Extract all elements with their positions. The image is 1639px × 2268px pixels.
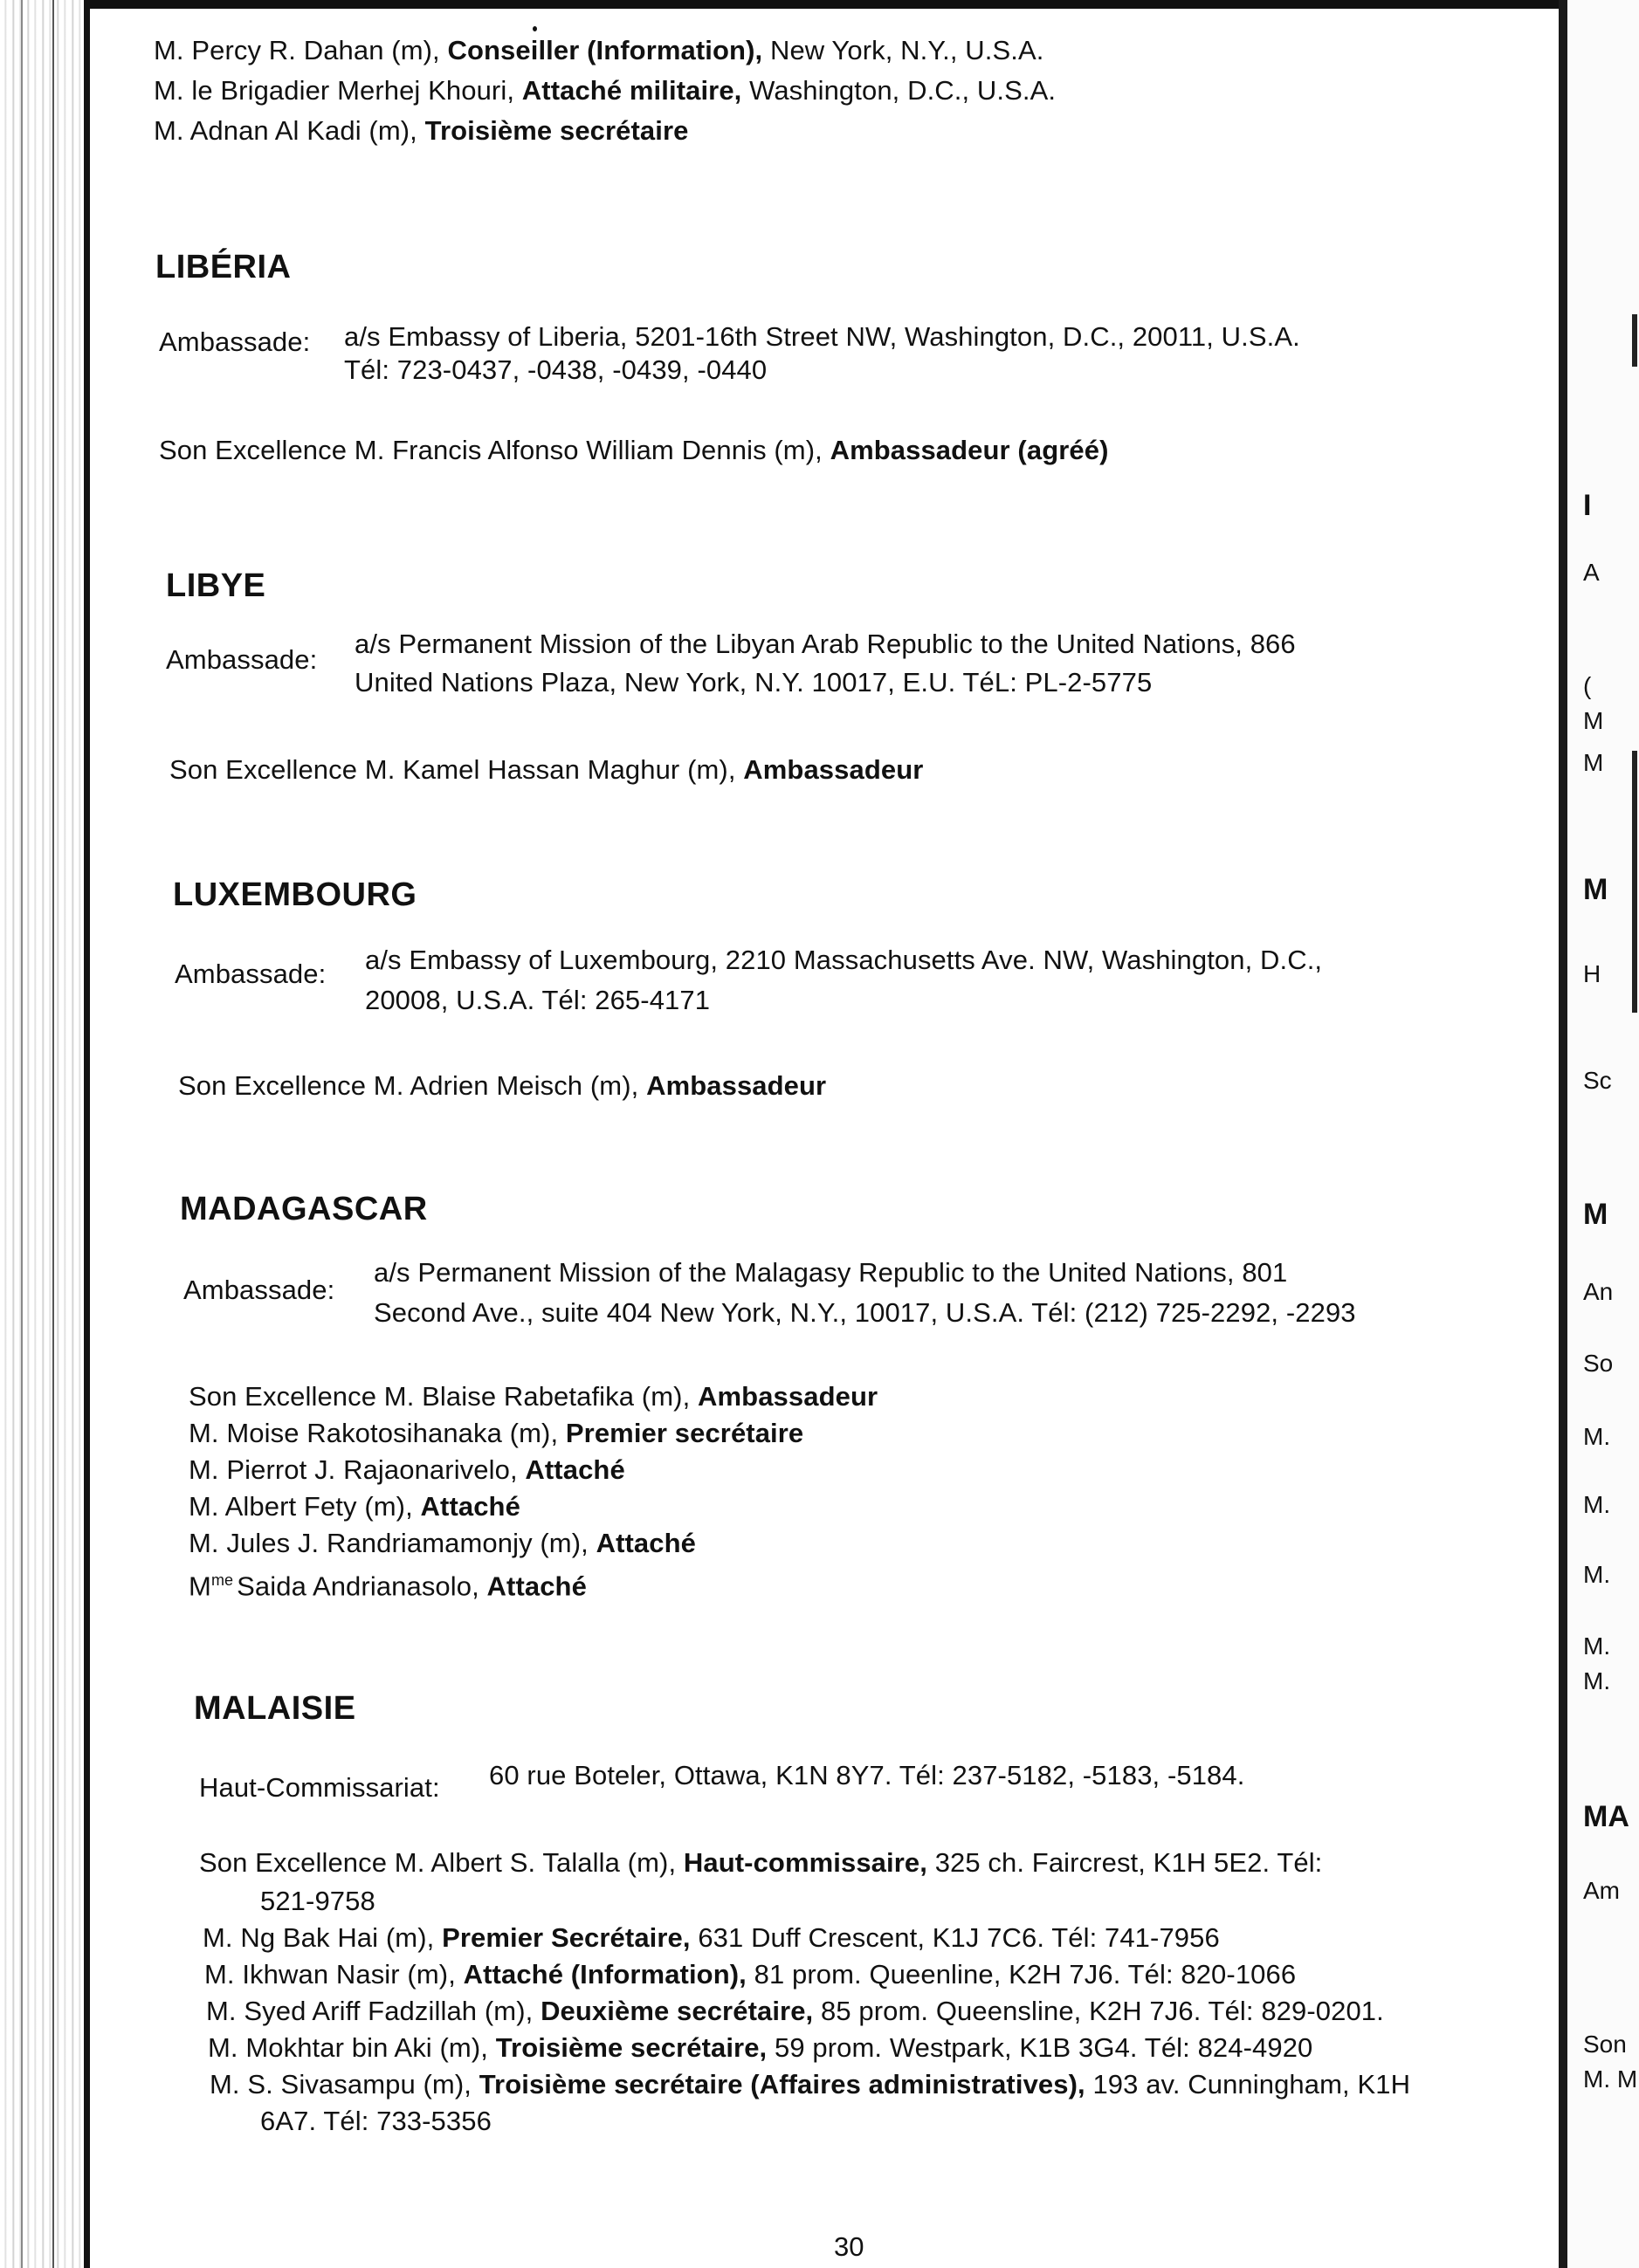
- person-line: [204, 1959, 1296, 1990]
- address-line: Tél: 723-0437, -0438, -0439, -0440: [344, 354, 768, 385]
- neighbor-text: M.: [1583, 1667, 1611, 1694]
- person-line: [206, 1996, 1384, 2027]
- page-gutter: [1559, 0, 1567, 2268]
- person-title: Ambassadeur: [646, 1070, 827, 1101]
- neighbor-text: M: [1583, 1198, 1608, 1231]
- person-title: Haut-commissaire,: [683, 1847, 927, 1878]
- neighbor-text: Am: [1583, 1877, 1620, 1904]
- person-line: [210, 2069, 1410, 2100]
- binding-edge: [0, 0, 87, 2268]
- person-name: Son Excellence M. Kamel Hassan Maghur (m),: [169, 754, 736, 785]
- neighbor-text: A: [1583, 559, 1600, 586]
- address-label: Ambassade:: [159, 326, 311, 357]
- person-name: M. Syed Ariff Fadzillah (m),: [206, 1996, 534, 2026]
- binding-line: [21, 0, 23, 2268]
- neighbor-text: M: [1583, 873, 1608, 906]
- person-name: Son Excellence M. Blaise Rabetafika (m),: [189, 1381, 691, 1412]
- neighbor-text: An: [1583, 1278, 1614, 1305]
- person-line: [189, 1491, 520, 1522]
- address-label: Ambassade:: [175, 959, 327, 989]
- person-line: [203, 1922, 1220, 1954]
- address-label: Ambassade:: [166, 644, 318, 675]
- neighbor-text: M: [1583, 707, 1604, 734]
- person-address: 325 ch. Faircrest, K1H 5E2. Tél:: [934, 1847, 1323, 1878]
- address-label: Ambassade:: [183, 1275, 335, 1305]
- neighbor-text: So: [1583, 1350, 1614, 1377]
- person-name: M. Albert Fety (m),: [189, 1491, 413, 1522]
- person-continuation: 6A7. Tél: 733-5356: [260, 2106, 492, 2136]
- neighbor-text: M. M: [1583, 2065, 1638, 2093]
- person-address: 85 prom. Queensline, K2H 7J6. Tél: 829-0201.: [820, 1996, 1384, 2026]
- person-title: Ambassadeur: [743, 754, 924, 785]
- person-title: Ambassadeur: [698, 1381, 878, 1412]
- person-continuation: 521-9758: [260, 1886, 375, 1916]
- person-title: Attaché: [486, 1570, 587, 1602]
- person-name: M. Jules J. Randriamamonjy (m),: [189, 1528, 589, 1558]
- address-line: 20008, U.S.A. Tél: 265-4171: [365, 985, 711, 1015]
- person-line: [208, 2032, 1312, 2064]
- person-line: [169, 754, 923, 786]
- neighbor-text: M.: [1583, 1632, 1611, 1660]
- person-address: 193 av. Cunningham, K1H: [1092, 2069, 1411, 2100]
- neighbor-text: (: [1583, 672, 1592, 699]
- person-name: Saida Andrianasolo,: [237, 1570, 479, 1602]
- person-line: [159, 435, 1109, 466]
- person-name: M. Mokhtar bin Aki (m),: [208, 2032, 488, 2063]
- binding-line: [52, 0, 54, 2268]
- top-rule: [84, 0, 1560, 9]
- person-title: Deuxième secrétaire,: [541, 1996, 814, 2026]
- person-line: [189, 1528, 696, 1559]
- person-title: Premier secrétaire: [565, 1418, 804, 1448]
- address-line: a/s Embassy of Luxembourg, 2210 Massachusetts Ave. NW, Washington, D.C.,: [365, 945, 1323, 975]
- person-line: [199, 1847, 1322, 1879]
- person-name: Son Excellence M. Albert S. Talalla (m),: [199, 1847, 677, 1878]
- person-prefix: M: [189, 1570, 211, 1602]
- person-title: Attaché: [420, 1491, 520, 1522]
- person-line: [189, 1381, 878, 1412]
- neighbor-text: H: [1583, 960, 1601, 987]
- section-heading: LUXEMBOURG: [173, 876, 417, 913]
- person-address: 59 prom. Westpark, K1B 3G4. Tél: 824-4920: [775, 2032, 1313, 2063]
- address-line: a/s Permanent Mission of the Malagasy Republic to the United Nations, 801: [374, 1257, 1288, 1288]
- person-title: Attaché: [525, 1454, 625, 1485]
- neighbor-text: Sc: [1583, 1067, 1612, 1094]
- person-line: [154, 115, 688, 147]
- neighbor-text: Son: [1583, 2031, 1627, 2058]
- neighbor-bar: [1632, 751, 1637, 1013]
- section-heading: LIBYE: [166, 567, 266, 604]
- person-name: M. Moise Rakotosihanaka (m),: [189, 1418, 559, 1448]
- person-title: Premier Secrétaire,: [442, 1922, 691, 1953]
- person-name: Son Excellence M. Adrien Meisch (m),: [178, 1070, 639, 1101]
- person-name: M. Ikhwan Nasir (m),: [204, 1959, 456, 1990]
- person-title: Troisième secrétaire (Affaires administratives),: [479, 2069, 1085, 2100]
- person-address: 631 Duff Crescent, K1J 7C6. Tél: 741-7956: [698, 1922, 1220, 1953]
- person-title: Troisième secrétaire,: [495, 2032, 768, 2063]
- person-title: Attaché (Information),: [463, 1959, 747, 1990]
- address-line: a/s Embassy of Liberia, 5201-16th Street NW, Washington, D.C., 20011, U.S.A.: [344, 321, 1300, 352]
- person-title: Attaché: [596, 1528, 696, 1558]
- neighbor-text: M.: [1583, 1491, 1611, 1518]
- section-heading: LIBÉRIA: [155, 249, 292, 285]
- person-name: M. Adnan Al Kadi (m),: [154, 115, 417, 146]
- person-line: [154, 35, 1043, 66]
- person-name: M. S. Sivasampu (m),: [210, 2069, 472, 2100]
- speck: [533, 26, 537, 31]
- person-line: [189, 1418, 803, 1449]
- person-address: New York, N.Y., U.S.A.: [769, 35, 1044, 65]
- address-line: a/s Permanent Mission of the Libyan Arab Republic to the United Nations, 866: [355, 629, 1296, 659]
- person-line: [189, 1564, 587, 1602]
- section-heading: MADAGASCAR: [180, 1191, 428, 1227]
- person-name: M. Percy R. Dahan (m),: [154, 35, 440, 65]
- binding-line: [84, 0, 90, 2268]
- neighbor-page-fragment: [1567, 0, 1639, 2268]
- person-title: Troisième secrétaire: [424, 115, 689, 146]
- person-address: Washington, D.C., U.S.A.: [749, 75, 1057, 106]
- person-name: M. Pierrot J. Rajaonarivelo,: [189, 1454, 518, 1485]
- person-name: M. Ng Bak Hai (m),: [203, 1922, 435, 1953]
- person-title: Conseiller (Information),: [447, 35, 763, 65]
- neighbor-text: M.: [1583, 1423, 1611, 1450]
- person-address: 81 prom. Queenline, K2H 7J6. Tél: 820-1066: [754, 1959, 1297, 1990]
- person-title: Ambassadeur (agréé): [830, 435, 1109, 465]
- person-line: [189, 1454, 625, 1486]
- neighbor-text: M.: [1583, 1561, 1611, 1588]
- address-line: 60 rue Boteler, Ottawa, K1N 8Y7. Tél: 237-5182, -5183, -5184.: [489, 1760, 1245, 1790]
- person-name: Son Excellence M. Francis Alfonso William Dennis (m),: [159, 435, 823, 465]
- address-line: United Nations Plaza, New York, N.Y. 10017, E.U. TéL: PL-2-5775: [355, 667, 1153, 698]
- neighbor-text: M: [1583, 749, 1604, 776]
- neighbor-bar: [1632, 314, 1637, 367]
- person-line: [154, 75, 1056, 107]
- page-number: 30: [834, 2231, 864, 2262]
- person-title: Attaché militaire,: [521, 75, 742, 106]
- address-line: Second Ave., suite 404 New York, N.Y., 10017, U.S.A. Tél: (212) 725-2292, -2293: [374, 1297, 1356, 1328]
- neighbor-text: I: [1583, 489, 1592, 522]
- section-heading: MALAISIE: [194, 1690, 356, 1727]
- neighbor-text: MA: [1583, 1800, 1629, 1833]
- person-line: [178, 1070, 826, 1102]
- person-name: M. le Brigadier Merhej Khouri,: [154, 75, 515, 106]
- person-prefix-sup: me: [210, 1571, 234, 1589]
- address-label: Haut-Commissariat:: [199, 1772, 440, 1803]
